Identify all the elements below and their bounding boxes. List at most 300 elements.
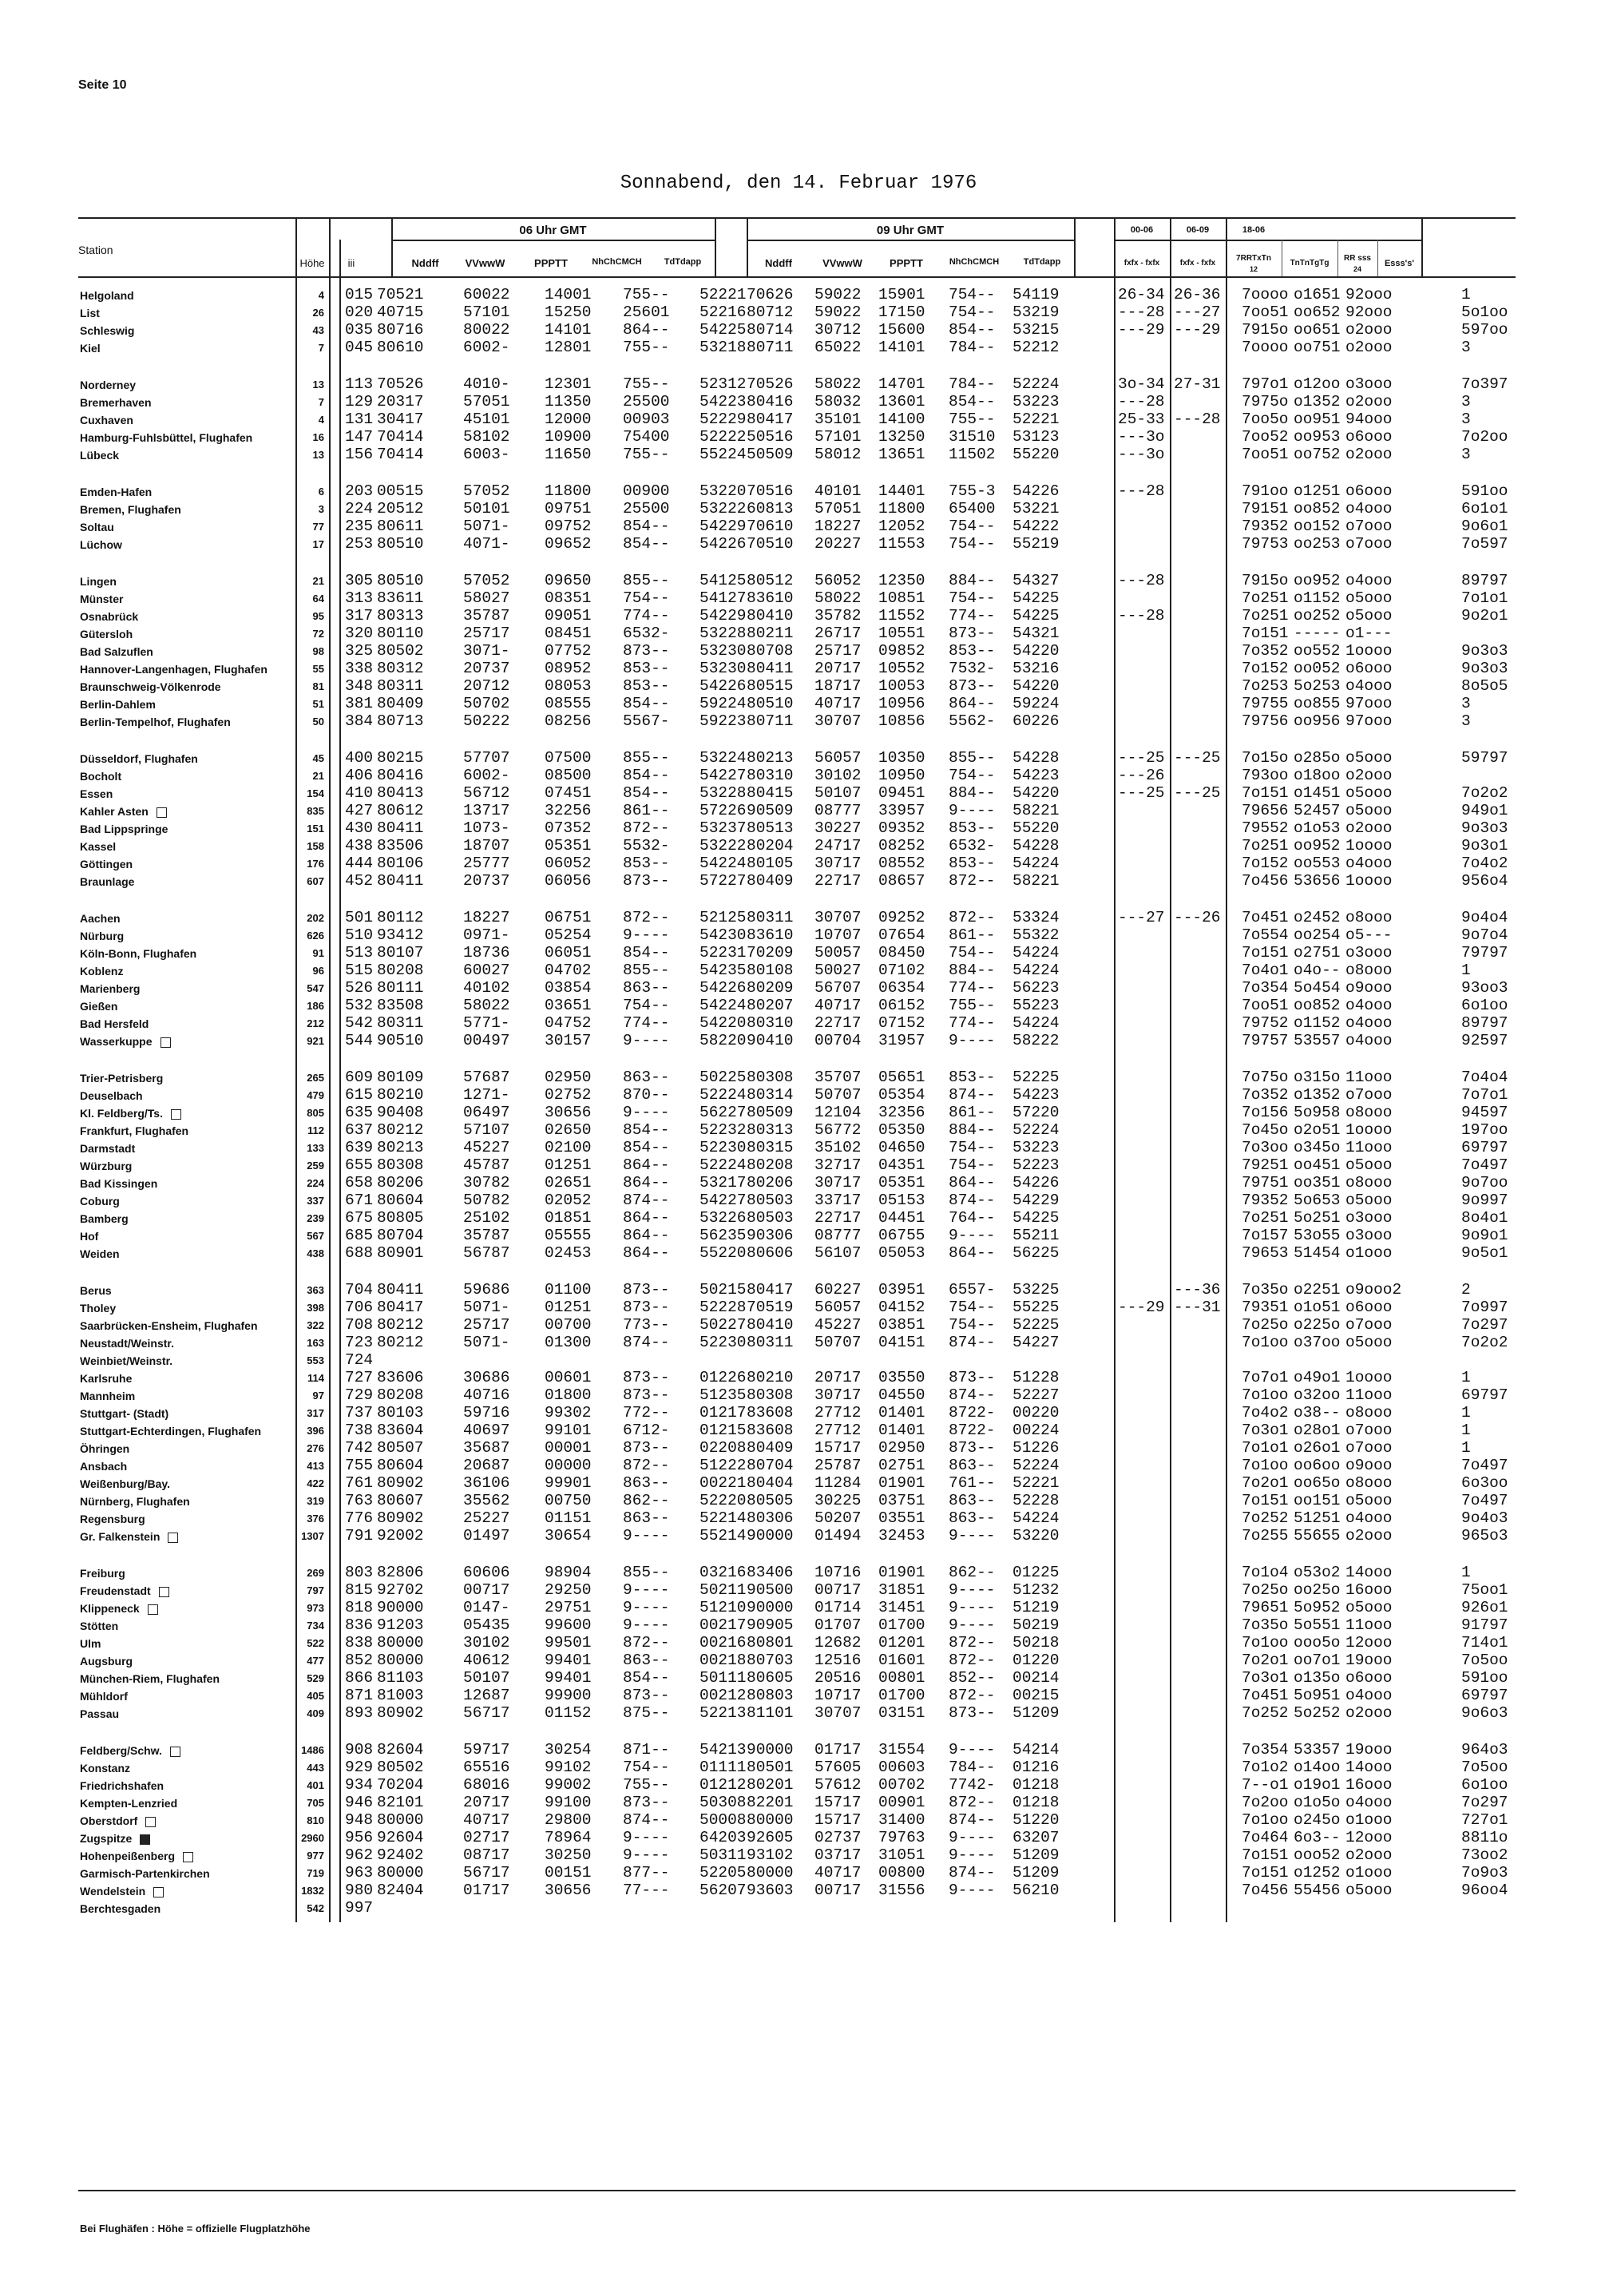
station-height: 567 [307, 1230, 324, 1242]
extra-value: 79352 [1242, 517, 1289, 535]
extra-value: ---29 [1118, 1299, 1165, 1316]
extra-value: 92ooo [1345, 286, 1393, 303]
obs-06-value: 92604 [377, 1829, 424, 1846]
extra-value: 7o252 [1242, 1509, 1289, 1527]
station-name [80, 823, 168, 835]
station-height: 973 [307, 1602, 324, 1614]
obs-09-value: 754-- [949, 303, 996, 321]
obs-06-value: 30656 [545, 1104, 592, 1121]
obs-09-value: 53223 [1012, 393, 1060, 410]
extra-value: 89797 [1461, 1014, 1508, 1032]
extra-value: 7o2oo [1461, 428, 1508, 446]
extra-value: 7o151 [1242, 1846, 1289, 1864]
obs-06-value: 02650 [545, 1121, 592, 1139]
extra-value: 9o5o1 [1461, 1244, 1508, 1262]
obs-09-value: 58012 [814, 446, 862, 463]
station-name-text: Weißenburg/Bay. [80, 1477, 171, 1490]
station-height: 626 [307, 930, 324, 942]
obs-06-value: 755-- [623, 446, 670, 463]
obs-06-value: 80416 [377, 767, 424, 784]
obs-06-value: 864-- [623, 1227, 670, 1244]
obs-09-value: 754-- [949, 944, 996, 962]
station-name-text: Aachen [80, 912, 121, 925]
extra-value: 7oo52 [1242, 428, 1289, 446]
obs-06-value: 9---- [623, 1616, 670, 1634]
obs-09-value: 754-- [949, 517, 996, 535]
obs-09-value: 53220 [1012, 1527, 1060, 1545]
extra-value: 926o1 [1461, 1599, 1508, 1616]
obs-09-value: 873-- [949, 1439, 996, 1457]
extra-value: o7ooo [1345, 1086, 1393, 1104]
station-name-text: Münster [80, 593, 124, 605]
extra-value: 6o3-- [1294, 1829, 1341, 1846]
obs-09-value: 10856 [878, 712, 925, 730]
obs-06-value: 03216 [699, 1564, 747, 1581]
obs-09-value: 08777 [814, 802, 862, 819]
station-height: 810 [307, 1814, 324, 1826]
obs-09-value: 30102 [814, 767, 862, 784]
station-name [80, 1390, 135, 1402]
extra-value: o6ooo [1345, 660, 1393, 677]
extra-value: o32oo [1294, 1386, 1341, 1404]
extra-value: o12oo [1294, 375, 1341, 393]
obs-09-value: 51228 [1012, 1369, 1060, 1386]
extra-value: 79251 [1242, 1156, 1289, 1174]
obs-06-value: 70204 [377, 1776, 424, 1794]
obs-06-value: 854-- [623, 1121, 670, 1139]
obs-09-value: 59224 [1012, 695, 1060, 712]
obs-06-value: 863-- [623, 1474, 670, 1492]
station-index: 704 [345, 1281, 374, 1299]
obs-09-value: 54225 [1012, 589, 1060, 607]
obs-09-value: 54224 [1012, 1509, 1060, 1527]
obs-06-value: 54229 [699, 607, 747, 625]
extra-value: ----- [1294, 625, 1341, 642]
station-name [80, 1779, 164, 1792]
extra-value: 6o1o1 [1461, 500, 1508, 517]
extra-value: 7o451 [1242, 1687, 1289, 1704]
obs-09-value: 80411 [747, 660, 794, 677]
obs-09-value: 30225 [814, 1492, 862, 1509]
station-height: 151 [307, 823, 324, 835]
obs-09-value: 50057 [814, 944, 862, 962]
obs-06-value: 25500 [623, 393, 670, 410]
extra-value: 7o75o [1242, 1069, 1289, 1086]
obs-06-value: 11800 [545, 482, 592, 500]
station-index: 742 [345, 1439, 374, 1457]
obs-06-value: 80902 [377, 1704, 424, 1722]
obs-09-value: 80509 [747, 1104, 794, 1121]
obs-09-value: 12104 [814, 1104, 862, 1121]
obs-09-value: 8722- [949, 1404, 996, 1422]
extra-value: 79552 [1242, 819, 1289, 837]
station-name-text: Passau [80, 1707, 120, 1720]
obs-06-value: 80311 [377, 677, 424, 695]
station-name [80, 1302, 116, 1315]
extra-value: 19ooo [1345, 1741, 1393, 1759]
obs-09-value: 31957 [878, 1032, 925, 1049]
extra-value: 591oo [1461, 482, 1508, 500]
station-index: 609 [345, 1069, 374, 1086]
station-name-text: Hamburg-Fuhlsbüttel, Flughafen [80, 431, 253, 444]
obs-09-value: 52221 [1012, 410, 1060, 428]
obs-09-value: 54226 [1012, 1174, 1060, 1192]
obs-06-value: 57052 [463, 572, 510, 589]
extra-value: ---25 [1118, 784, 1165, 802]
obs-09-value: 01216 [1012, 1759, 1060, 1776]
obs-09-value: 56223 [1012, 979, 1060, 997]
obs-09-value: 60226 [1012, 712, 1060, 730]
extra-value: o3ooo [1345, 1227, 1393, 1244]
obs-09-value: 80108 [747, 962, 794, 979]
obs-09-value: 15600 [878, 321, 925, 339]
station-name [80, 628, 133, 640]
obs-06-value: 02651 [545, 1174, 592, 1192]
obs-09-value: 12350 [878, 572, 925, 589]
station-name-text: Darmstadt [80, 1142, 136, 1155]
obs-09-value: 70526 [747, 375, 794, 393]
obs-06-value: 56207 [699, 1882, 747, 1899]
extra-value: o8ooo [1345, 962, 1393, 979]
station-index: 513 [345, 944, 374, 962]
station-index: 871 [345, 1687, 374, 1704]
station-index: 452 [345, 872, 374, 890]
obs-09-value: 92605 [747, 1829, 794, 1846]
obs-09-value: 09252 [878, 909, 925, 926]
obs-06-value: 09650 [545, 572, 592, 589]
obs-06-value: 54229 [699, 517, 747, 535]
obs-09-value: 02737 [814, 1829, 862, 1846]
obs-06-value: 80716 [377, 321, 424, 339]
obs-06-value: 50702 [463, 695, 510, 712]
station-name [80, 1620, 118, 1632]
obs-09-value: 774-- [949, 1014, 996, 1032]
obs-06-value: 99302 [545, 1404, 592, 1422]
extra-value: 5o252 [1294, 1704, 1341, 1722]
obs-09-value: 09852 [878, 642, 925, 660]
obs-06-value: 99102 [545, 1759, 592, 1776]
extra-value: 7o156 [1242, 1104, 1289, 1121]
obs-09-value: 03751 [878, 1492, 925, 1509]
obs-06-value: 90408 [377, 1104, 424, 1121]
obs-06-value: 80000 [377, 1634, 424, 1652]
station-index: 635 [345, 1104, 374, 1121]
extra-value: 7o15o [1242, 749, 1289, 767]
extra-value: ---25 [1174, 749, 1221, 767]
extra-value: 6o1oo [1461, 1776, 1508, 1794]
obs-06-value: 863-- [623, 1652, 670, 1669]
obs-06-value: 754-- [623, 589, 670, 607]
obs-09-value: 80409 [747, 1439, 794, 1457]
obs-06-value: 56235 [699, 1227, 747, 1244]
extra-value: 9o9o1 [1461, 1227, 1508, 1244]
obs-09-value: 00220 [1012, 1404, 1060, 1422]
obs-06-value: 60022 [463, 286, 510, 303]
obs-06-value: 5071- [463, 517, 510, 535]
extra-value: 69797 [1461, 1139, 1508, 1156]
obs-09-value: 15717 [814, 1439, 862, 1457]
extra-value: 7o253 [1242, 677, 1289, 695]
obs-06-value: 14001 [545, 286, 592, 303]
obs-06-value: 754-- [623, 1759, 670, 1776]
obs-09-value: 58022 [814, 589, 862, 607]
obs-06-value: 5071- [463, 1299, 510, 1316]
extra-value: 7o997 [1461, 1299, 1508, 1316]
obs-09-value: 58022 [814, 375, 862, 393]
obs-09-value: 70510 [747, 535, 794, 553]
obs-06-value: 02752 [545, 1086, 592, 1104]
obs-09-value: 80306 [747, 1509, 794, 1527]
extra-value: o2ooo [1345, 1527, 1393, 1545]
extra-value: 9o7oo [1461, 1174, 1508, 1192]
station-name [80, 1495, 190, 1508]
obs-06-value: 872-- [623, 1457, 670, 1474]
obs-09-value: 80206 [747, 1174, 794, 1192]
obs-09-value: 80704 [747, 1457, 794, 1474]
station-height: 91 [312, 947, 324, 959]
obs-06-value: 57707 [463, 749, 510, 767]
obs-06-value: 20512 [377, 500, 424, 517]
obs-06-value: 53228 [699, 625, 747, 642]
station-index: 962 [345, 1846, 374, 1864]
obs-09-value: 58221 [1012, 802, 1060, 819]
obs-06-value: 92702 [377, 1581, 424, 1599]
station-name [80, 1902, 160, 1915]
station-index: 685 [345, 1227, 374, 1244]
station-name [80, 1000, 117, 1013]
obs-06-value: 57227 [699, 872, 747, 890]
extra-value: 9o4o3 [1461, 1509, 1508, 1527]
obs-06-value: 07352 [545, 819, 592, 837]
obs-06-value: 08351 [545, 589, 592, 607]
obs-06-value: 80610 [377, 339, 424, 356]
station-height: 176 [307, 858, 324, 870]
obs-06-value: 25717 [463, 625, 510, 642]
station-height: 401 [307, 1779, 324, 1791]
station-name [80, 1744, 180, 1757]
obs-09-value: 872-- [949, 1687, 996, 1704]
obs-09-value: 54220 [1012, 642, 1060, 660]
extra-value: 1 [1461, 1422, 1471, 1439]
obs-06-value: 00000 [545, 1457, 592, 1474]
station-name-text: Deuselbach [80, 1089, 143, 1102]
extra-value: o5ooo [1345, 802, 1393, 819]
extra-value: o8ooo [1345, 1174, 1393, 1192]
obs-06-value: 80313 [377, 607, 424, 625]
extra-value: 7o4o2 [1242, 1404, 1289, 1422]
obs-06-value: 56712 [463, 784, 510, 802]
extra-value: o2ooo [1345, 1704, 1393, 1722]
obs-09-value: 873-- [949, 1704, 996, 1722]
obs-09-value: 872-- [949, 1652, 996, 1669]
obs-06-value: 06051 [545, 944, 592, 962]
extra-value: 7o2o2 [1461, 784, 1508, 802]
obs-06-value: 80704 [377, 1227, 424, 1244]
station-name [80, 1212, 129, 1225]
obs-09-value: 52225 [1012, 1069, 1060, 1086]
obs-09-value: 784-- [949, 375, 996, 393]
obs-09-value: 90500 [747, 1581, 794, 1599]
station-name-text: Braunschweig-Völkenrode [80, 680, 221, 693]
obs-09-value: 874-- [949, 1334, 996, 1351]
extra-value: 53557 [1294, 1032, 1341, 1049]
obs-09-value: 56057 [814, 749, 862, 767]
extra-value: 956o4 [1461, 872, 1508, 890]
header-09-col-1: Nddff [765, 257, 792, 269]
obs-06-value: 80411 [377, 819, 424, 837]
obs-06-value: 40612 [463, 1652, 510, 1669]
obs-06-value: 55224 [699, 446, 747, 463]
header-09-gmt: 09 Uhr GMT [876, 224, 945, 237]
obs-09-value: 00603 [878, 1759, 925, 1776]
extra-value: ---29 [1174, 321, 1221, 339]
obs-06-value: 09652 [545, 535, 592, 553]
station-height: 112 [307, 1124, 324, 1136]
obs-06-value: 08952 [545, 660, 592, 677]
station-height: 438 [307, 1247, 324, 1259]
extra-value: 79797 [1461, 944, 1508, 962]
obs-09-value: 30707 [814, 909, 862, 926]
obs-06-value: 0147- [463, 1599, 510, 1616]
station-name-text: Oberstdorf [80, 1814, 138, 1827]
extra-value: 3 [1461, 446, 1471, 463]
obs-09-value: 50207 [814, 1509, 862, 1527]
obs-06-value: 54235 [699, 962, 747, 979]
obs-06-value: 99900 [545, 1687, 592, 1704]
station-name [80, 875, 134, 888]
extra-value: o8ooo [1345, 909, 1393, 926]
extra-value: o8ooo [1345, 1404, 1393, 1422]
obs-09-value: 56210 [1012, 1882, 1060, 1899]
obs-09-value: 7532- [949, 660, 996, 677]
obs-09-value: 08657 [878, 872, 925, 890]
extra-value: 2 [1461, 1281, 1471, 1299]
obs-09-value: 35101 [814, 410, 862, 428]
obs-06-value: 52312 [699, 375, 747, 393]
extra-value: 55456 [1294, 1882, 1341, 1899]
extra-value: o4ooo [1345, 1794, 1393, 1811]
obs-06-value: 08256 [545, 712, 592, 730]
obs-06-value: 80510 [377, 572, 424, 589]
obs-06-value: 863-- [623, 1069, 670, 1086]
footnote: Bei Flughäfen : Höhe = offizielle Flugplatzhöhe [80, 2223, 311, 2235]
obs-09-value: 863-- [949, 1509, 996, 1527]
obs-06-value: 78964 [545, 1829, 592, 1846]
station-name-text: Tholey [80, 1302, 117, 1315]
obs-09-value: 54227 [1012, 1334, 1060, 1351]
station-name-text: Bad Kissingen [80, 1177, 158, 1190]
page-number: Seite 10 [78, 78, 127, 92]
extra-value: o7ooo [1345, 517, 1393, 535]
obs-09-value: 10716 [814, 1564, 862, 1581]
obs-09-value: 54223 [1012, 767, 1060, 784]
extra-value: o1152 [1294, 1014, 1341, 1032]
obs-06-value: 5771- [463, 1014, 510, 1032]
station-height: 921 [307, 1035, 324, 1047]
obs-09-value: 754-- [949, 589, 996, 607]
obs-09-value: 54225 [1012, 1209, 1060, 1227]
extra-value: 79656 [1242, 802, 1289, 819]
obs-09-value: 884-- [949, 962, 996, 979]
obs-09-value: 56225 [1012, 1244, 1060, 1262]
obs-06-value: 59223 [699, 712, 747, 730]
obs-06-value: 854-- [623, 1669, 670, 1687]
obs-06-value: 99101 [545, 1422, 592, 1439]
station-name [80, 1017, 149, 1030]
obs-06-value: 60606 [463, 1564, 510, 1581]
obs-09-value: 90000 [747, 1527, 794, 1545]
obs-06-value: 04752 [545, 1014, 592, 1032]
obs-06-value: 80510 [377, 535, 424, 553]
obs-09-value: 50218 [1012, 1634, 1060, 1652]
station-name [80, 1885, 164, 1897]
header-7rr: 7RRTxTn [1236, 254, 1271, 263]
obs-09-value: 58222 [1012, 1032, 1060, 1049]
extra-value: o4ooo [1345, 855, 1393, 872]
obs-09-value: 784-- [949, 1759, 996, 1776]
obs-06-value: 70414 [377, 428, 424, 446]
extra-value: 9o3o1 [1461, 837, 1508, 855]
header-temperatures: TnTnTgTg [1290, 259, 1330, 268]
extra-value: oo852 [1294, 997, 1341, 1014]
extra-value: 79757 [1242, 1032, 1289, 1049]
header-period-3: 18-06 [1242, 225, 1266, 235]
obs-09-value: 80000 [747, 1864, 794, 1882]
obs-06-value: 50308 [699, 1794, 747, 1811]
extra-value: 7o2o2 [1461, 1334, 1508, 1351]
obs-06-value: 51210 [699, 1599, 747, 1616]
extra-value: 51251 [1294, 1509, 1341, 1527]
obs-09-value: 05354 [878, 1086, 925, 1104]
obs-09-value: 07654 [878, 926, 925, 944]
obs-09-value: 11800 [878, 500, 925, 517]
obs-06-value: 00001 [545, 1439, 592, 1457]
obs-09-value: 02950 [878, 1439, 925, 1457]
station-name [80, 1655, 133, 1667]
obs-09-value: 10851 [878, 589, 925, 607]
obs-09-value: 83610 [747, 589, 794, 607]
obs-09-value: 57605 [814, 1759, 862, 1776]
obs-09-value: 00224 [1012, 1422, 1060, 1439]
obs-09-value: 80201 [747, 1776, 794, 1794]
station-name-text: Friedrichshafen [80, 1779, 164, 1792]
obs-06-value: 80417 [377, 1299, 424, 1316]
obs-06-value: 35562 [463, 1492, 510, 1509]
obs-06-value: 873-- [623, 1299, 670, 1316]
obs-06-value: 83611 [377, 589, 424, 607]
station-height: 4 [318, 289, 324, 301]
obs-06-value: 873-- [623, 1281, 670, 1299]
extra-value: 51454 [1294, 1244, 1341, 1262]
station-index: 381 [345, 695, 374, 712]
obs-06-value: 05435 [463, 1616, 510, 1634]
extra-value: 1 [1461, 962, 1471, 979]
extra-value: oo7o1 [1294, 1652, 1341, 1669]
extra-value: oo553 [1294, 855, 1341, 872]
station-name-text: Lüchow [80, 538, 122, 551]
obs-06-value: 20687 [463, 1457, 510, 1474]
station-name-text: Köln-Bonn, Flughafen [80, 947, 197, 960]
header-06-gmt: 06 Uhr GMT [519, 224, 587, 237]
extra-value: 97ooo [1345, 695, 1393, 712]
obs-09-value: 60813 [747, 500, 794, 517]
station-index: 980 [345, 1882, 374, 1899]
obs-09-value: 07152 [878, 1014, 925, 1032]
extra-value: o5ooo [1345, 1156, 1393, 1174]
obs-06-value: 09751 [545, 500, 592, 517]
extra-value: 7o1oo [1242, 1457, 1289, 1474]
extra-value: o5ooo [1345, 784, 1393, 802]
